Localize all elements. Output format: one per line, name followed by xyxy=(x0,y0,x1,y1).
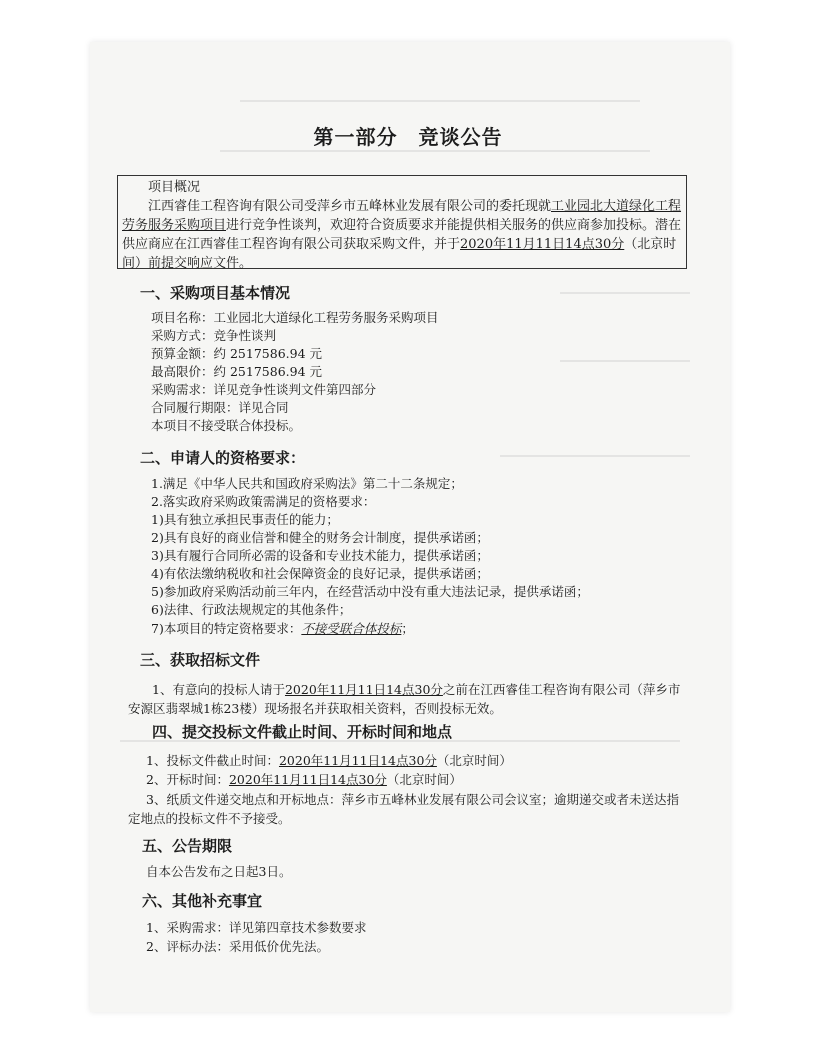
opening-label: 2、开标时间： xyxy=(146,772,229,787)
obtain-deadline: 2020年11月11日14点30分 xyxy=(284,682,443,697)
max-price-line: 最高限价：约 2517586.94 元 xyxy=(151,364,322,379)
supplementary-item: 2、评标办法：采用低价优先法。 xyxy=(146,939,329,954)
overview-text-end: （北京时间）前提交响应文件。 xyxy=(122,237,677,271)
section3-heading: 三、获取招标文件 xyxy=(140,651,261,669)
project-name-line: 项目名称：工业园北大道绿化工程劳务服务采购项目 xyxy=(151,310,439,325)
obtain-text-rest: 之前在江西睿佳工程咨询有限公司（萍乡市安源区翡翠城1栋23楼）现场报名并获取相关资料，否则投标无效。 xyxy=(128,682,681,716)
overview-text-cont: 进行竞争性谈判，欢迎符合资质要求并能提供相关服务的供应商参加投标。潜在供应商应在江西睿佳工程咨询有限公司获取采购文件，并于 xyxy=(122,218,682,252)
qualification-item: 1)具有独立承担民事责任的能力； xyxy=(151,512,339,527)
qualification-item: 2.落实政府采购政策需满足的资格要求： xyxy=(151,494,376,509)
overview-heading: 项目概况 xyxy=(148,180,201,195)
qualification-item: 1.满足《中华人民共和国政府采购法》第二十二条规定； xyxy=(151,476,463,491)
page-title: 第一部分 竞谈公告 xyxy=(313,125,503,149)
qualification-item: 4)有依法缴纳税收和社会保障资金的良好记录，提供承诺函； xyxy=(151,566,489,581)
overview-paragraph xyxy=(122,197,682,273)
section5-heading: 五、公告期限 xyxy=(142,837,233,855)
procurement-method-line: 采购方式：竞争性谈判 xyxy=(151,328,277,343)
bleed-through-mark xyxy=(560,292,690,294)
overview-deadline: 2020年11月11日14点30分 xyxy=(460,237,625,252)
bleed-through-mark xyxy=(220,150,650,152)
qualification-item-special xyxy=(151,620,414,638)
announcement-period-line: 自本公告发布之日起3日。 xyxy=(146,864,292,879)
project-overview-box xyxy=(117,175,687,269)
submission-date: 2020年11月11日14点30分 xyxy=(278,753,437,768)
qualification-item: 3)具有履行合同所必需的设备和专业技术能力，提供承诺函； xyxy=(151,548,489,563)
qualification-item: 2)具有良好的商业信誉和健全的财务会计制度，提供承诺函； xyxy=(151,530,489,545)
submission-label: 1、投标文件截止时间： xyxy=(146,753,279,768)
budget-line: 预算金额：约 2517586.94 元 xyxy=(151,346,322,361)
qualification-item: 6)法律、行政法规规定的其他条件； xyxy=(151,602,352,617)
bleed-through-mark xyxy=(560,360,690,362)
requirements-line: 采购需求：详见竞争性谈判文件第四部分 xyxy=(151,382,377,397)
special-requirement-value: 不接受联合体投标 xyxy=(301,621,402,636)
bleed-through-mark xyxy=(240,100,640,102)
opening-timezone: （北京时间） xyxy=(386,772,462,787)
contract-period-line: 合同履行期限：详见合同 xyxy=(151,400,289,415)
section2-heading: 二、申请人的资格要求： xyxy=(140,449,306,467)
submission-timezone: （北京时间） xyxy=(436,753,512,768)
obtain-text: 1、有意向的投标人请于 xyxy=(152,682,285,697)
section1-heading: 一、采购项目基本情况 xyxy=(140,284,291,302)
obtain-documents-paragraph xyxy=(128,680,688,718)
opening-time-line xyxy=(146,771,462,789)
submission-location-paragraph: 3、纸质文件递交地点和开标地点：萍乡市五峰林业发展有限公司会议室；逾期递交或者未送达指定地点的投标文件不予接受。 xyxy=(128,792,679,826)
special-requirement-end: ； xyxy=(401,621,414,636)
bleed-through-mark xyxy=(500,455,690,457)
overview-text: 江西睿佳工程咨询有限公司受萍乡市五峰林业发展有限公司的委托现就 xyxy=(148,199,552,214)
supplementary-item: 1、采购需求：详见第四章技术参数要求 xyxy=(146,920,367,935)
special-requirement-label: 7)本项目的特定资格要求： xyxy=(151,621,302,636)
overview-project-name: 工业园北大道绿化工程劳务服务采购项目 xyxy=(122,199,682,233)
opening-date: 2020年11月11日14点30分 xyxy=(228,772,387,787)
no-consortium-line: 本项目不接受联合体投标。 xyxy=(151,418,302,433)
qualification-item: 5)参加政府采购活动前三年内，在经营活动中没有重大违法记录，提供承诺函； xyxy=(151,584,589,599)
section4-heading: 四、提交投标文件截止时间、开标时间和地点 xyxy=(152,723,453,741)
section6-heading: 六、其他补充事宜 xyxy=(142,892,263,910)
submission-deadline-line xyxy=(146,752,512,770)
